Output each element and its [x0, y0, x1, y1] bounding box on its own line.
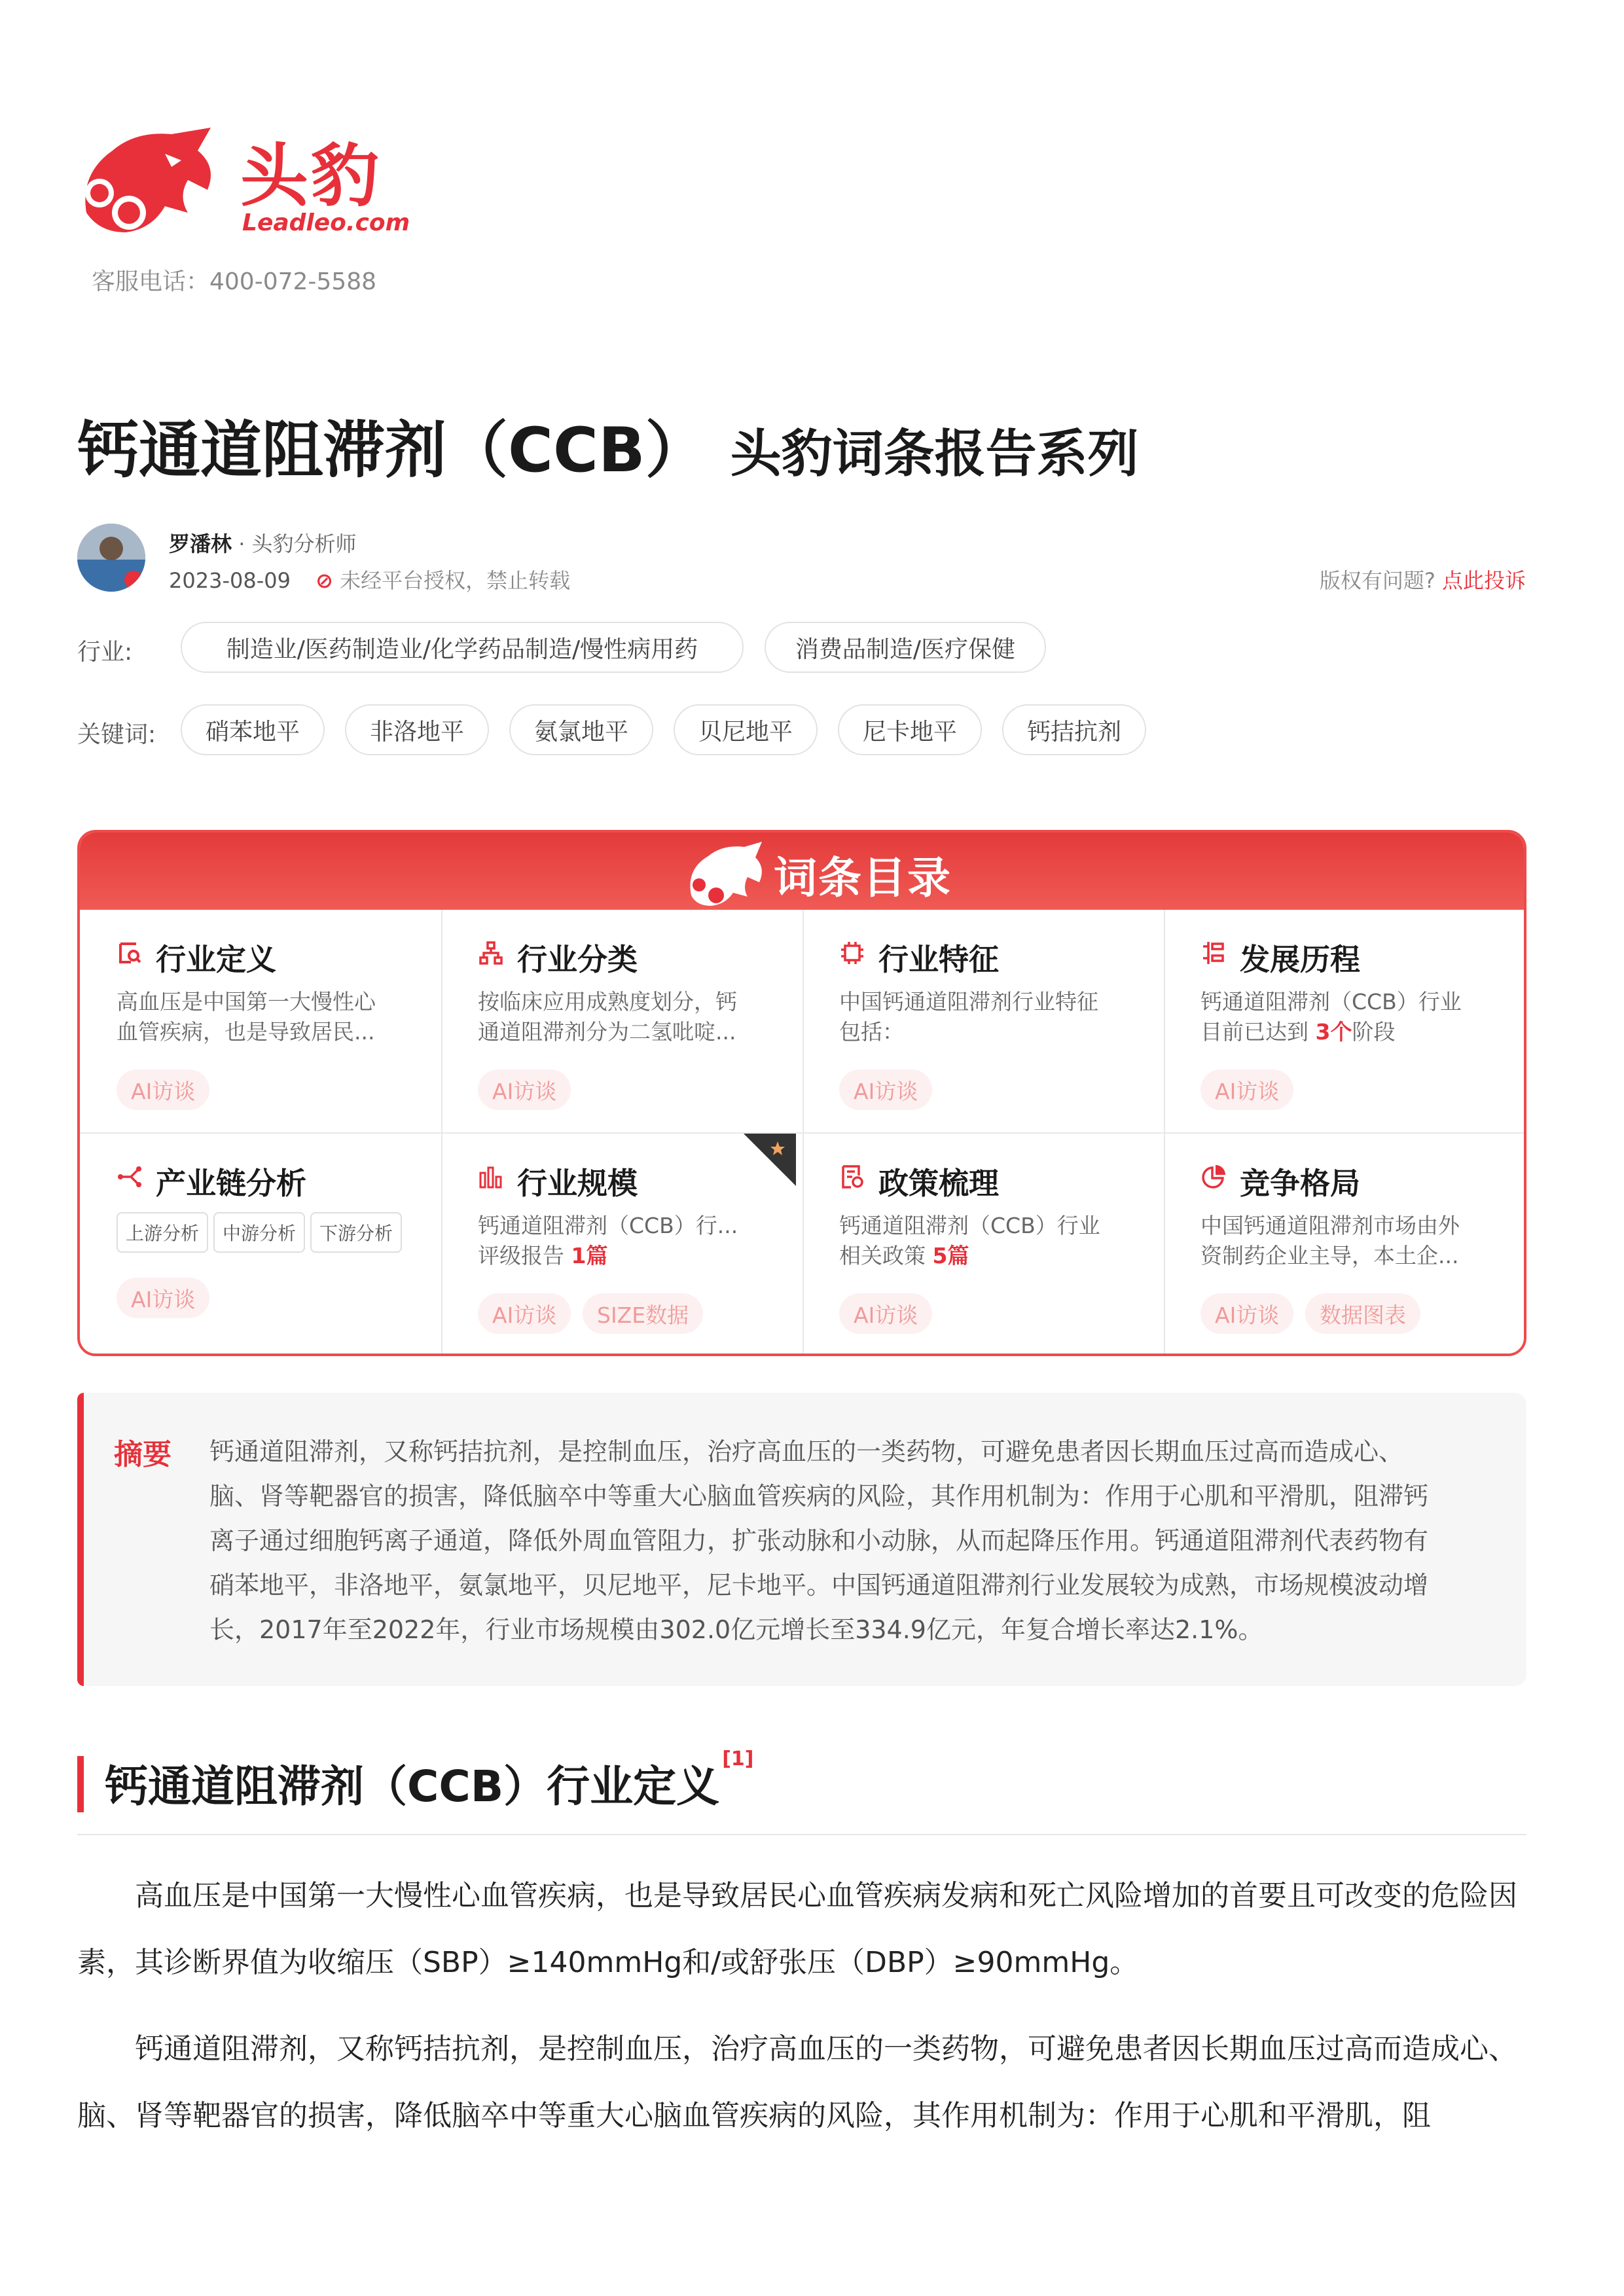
reprint-notice-text: 未经平台授权，禁止转载: [340, 568, 571, 593]
cell-title: 产业链分析: [156, 1166, 306, 1201]
report-count: 1篇: [571, 1243, 608, 1268]
desc-line: 中国钙通道阻滞剂市场由外: [1200, 1213, 1460, 1238]
keywords-label: 关键词:: [77, 721, 156, 748]
copyright-line: [1320, 564, 1526, 594]
publish-date: 2023-08-09: [169, 568, 291, 593]
toc-cell-features[interactable]: [803, 910, 1164, 1132]
toc-cell-policy[interactable]: [803, 1134, 1164, 1356]
section-title-text: 钙通道阻滞剂（CCB）行业定义: [105, 1761, 720, 1812]
author-name[interactable]: 罗潘林: [169, 531, 232, 556]
summary-label: 摘要: [114, 1438, 171, 1471]
chip-icon: [839, 940, 865, 966]
toc-cell-history[interactable]: [1164, 910, 1525, 1132]
keyword-tag[interactable]: 氨氯地平: [509, 704, 653, 755]
desc-line: 通道阻滞剂分为二氢吡啶...: [478, 1019, 736, 1045]
desc-line: 目前已达到: [1200, 1019, 1316, 1045]
avatar-photo-icon: [77, 524, 145, 592]
ai-interview-chip[interactable]: AI访谈: [839, 1293, 932, 1334]
stage-count: 3个: [1315, 1019, 1352, 1045]
toc-cell-definition[interactable]: [80, 910, 441, 1132]
timeline-icon: [1200, 940, 1227, 966]
cell-title: 行业特征: [878, 942, 999, 977]
cell-desc: [478, 987, 766, 1047]
toc-card: [77, 830, 1526, 1356]
summary-line: 离子通过细胞钙离子通道，降低外周血管阻力，扩张动脉和小动脉，从而起降压作用。钙通道阻滞剂代表药物有: [209, 1526, 1429, 1555]
brand-logo[interactable]: [73, 115, 410, 245]
desc-line: 高血压是中国第一大慢性心: [117, 989, 376, 1014]
author-info: [169, 528, 357, 558]
cell-title: 行业分类: [517, 942, 638, 977]
ai-interview-chip[interactable]: AI访谈: [478, 1069, 571, 1110]
summary-line: 长，2017年至2022年，行业市场规模由302.0亿元增长至334.9亿元，年复合增长率达2.1%。: [209, 1615, 1263, 1644]
copyright-question: 版权有问题?: [1319, 568, 1435, 593]
desc-line: 包括：: [839, 1019, 904, 1045]
midstream-analysis-chip[interactable]: 中游分析: [213, 1212, 305, 1253]
body-paragraph: 钙通道阻滞剂，又称钙拮抗剂，是控制血压，治疗高血压的一类药物，可避免患者因长期血压过高而造成心、脑、肾等靶器官的损害，降低脑卒中等重大心脑血管疾病的风险，其作用机制为：作用于心肌和平滑肌，阻: [77, 2032, 1517, 2132]
section-title: [105, 1748, 754, 1814]
toc-cell-market-size[interactable]: [441, 1134, 803, 1356]
pie-chart-icon: [1200, 1164, 1227, 1190]
desc-line: 血管疾病，也是导致居民...: [117, 1019, 375, 1045]
cell-title: 行业规模: [517, 1166, 638, 1201]
data-chart-chip[interactable]: 数据图表: [1305, 1293, 1420, 1334]
summary-line: 硝苯地平，非洛地平，氨氯地平，贝尼地平，尼卡地平。中国钙通道阻滞剂行业发展较为成熟，市场规模波动增: [209, 1571, 1429, 1600]
toc-cell-competition[interactable]: [1164, 1134, 1525, 1356]
desc-line: 评级报告: [478, 1243, 571, 1268]
desc-line: 中国钙通道阻滞剂行业特征: [839, 989, 1098, 1014]
footnote-ref[interactable]: [1]: [722, 1748, 754, 1770]
leopard-logo-icon: [73, 115, 224, 245]
service-hotline: 客服电话：400-072-5588: [92, 268, 377, 295]
body-paragraph: 高血压是中国第一大慢性心血管疾病，也是导致居民心血管疾病发病和死亡风险增加的首要且可改变的危险因素，其诊断界值为收缩压（SBP）≥140mmHg和/或舒张压（DBP）≥90mmHg。: [77, 1879, 1517, 1979]
leopard-mark-icon: [682, 836, 767, 908]
search-doc-icon: [117, 940, 143, 966]
summary-line: 钙通道阻滞剂，又称钙拮抗剂，是控制血压，治疗高血压的一类药物，可避免患者因长期血压过高而造成心、: [209, 1437, 1404, 1466]
keyword-tag[interactable]: 钙拮抗剂: [1002, 704, 1146, 755]
downstream-analysis-chip[interactable]: 下游分析: [310, 1212, 402, 1253]
cell-title: 政策梳理: [878, 1166, 999, 1201]
policy-count: 5篇: [932, 1243, 969, 1268]
summary-box: [77, 1393, 1526, 1686]
section-accent-bar: [77, 1756, 84, 1812]
hierarchy-icon: [478, 940, 504, 966]
cell-desc: [839, 987, 1127, 1047]
toc-cell-industry-chain[interactable]: [80, 1134, 441, 1356]
keyword-tag[interactable]: 贝尼地平: [674, 704, 818, 755]
title-main: 钙通道阻滞剂（CCB）: [77, 415, 707, 486]
brand-name-cn: 头豹: [240, 136, 382, 216]
bar-chart-icon: [478, 1164, 504, 1190]
ai-interview-chip[interactable]: AI访谈: [1200, 1293, 1293, 1334]
ai-interview-chip[interactable]: AI访谈: [839, 1069, 932, 1110]
reprint-notice: [316, 568, 570, 593]
desc-line: 按临床应用成熟度划分，钙: [478, 989, 737, 1014]
cell-title: 行业定义: [156, 942, 276, 977]
cell-title: 竞争格局: [1240, 1166, 1360, 1201]
page-title: [77, 401, 1139, 489]
policy-doc-icon: [839, 1164, 865, 1190]
author-role: · 头豹分析师: [238, 531, 357, 556]
cell-desc: [117, 987, 405, 1047]
ai-interview-chip[interactable]: AI访谈: [117, 1069, 209, 1110]
cell-desc: [478, 1211, 766, 1271]
desc-line: 钙通道阻滞剂（CCB）行业: [1200, 989, 1462, 1014]
cell-desc: [839, 1211, 1127, 1271]
desc-line: 钙通道阻滞剂（CCB）行业: [839, 1213, 1100, 1238]
toc-title: 词条目录: [774, 853, 952, 903]
ai-interview-chip[interactable]: AI访谈: [1200, 1069, 1293, 1110]
summary-accent-bar: [77, 1393, 84, 1686]
summary-text: [209, 1429, 1486, 1652]
industry-label: 行业:: [77, 639, 133, 666]
chain-icon: [117, 1164, 143, 1190]
complaint-link[interactable]: 点此投诉: [1441, 568, 1526, 593]
keyword-tag[interactable]: 硝苯地平: [181, 704, 325, 755]
no-entry-icon: ⊘: [316, 568, 333, 593]
desc-line: 钙通道阻滞剂（CCB）行...: [478, 1213, 738, 1238]
desc-line: 资制药企业主导，本土企...: [1200, 1243, 1459, 1268]
industry-tag[interactable]: 制造业/医药制造业/化学药品制造/慢性病用药: [181, 622, 744, 673]
star-badge-icon: [744, 1134, 796, 1186]
ai-interview-chip[interactable]: AI访谈: [478, 1293, 571, 1334]
avatar[interactable]: [77, 524, 145, 592]
cell-desc: [1200, 987, 1489, 1047]
summary-line: 脑、肾等靶器官的损害，降低脑卒中等重大心脑血管疾病的风险，其作用机制为：作用于心肌和平滑肌，阻滞钙: [209, 1482, 1429, 1511]
keyword-tag[interactable]: 尼卡地平: [838, 704, 982, 755]
brand-name-en: Leadleo.com: [242, 209, 410, 236]
cell-title: 发展历程: [1240, 942, 1360, 977]
toc-header: [80, 833, 1524, 910]
date-line: [169, 564, 570, 594]
cell-desc: [1200, 1211, 1489, 1271]
desc-line: 阶段: [1352, 1019, 1396, 1045]
section-divider: [77, 1834, 1526, 1835]
title-sub: 头豹词条报告系列: [730, 425, 1139, 484]
upstream-analysis-chip[interactable]: 上游分析: [117, 1212, 208, 1253]
size-data-chip[interactable]: SIZE数据: [583, 1293, 703, 1334]
industry-tag[interactable]: 消费品制造/医疗保健: [765, 622, 1046, 673]
ai-interview-chip[interactable]: AI访谈: [117, 1278, 209, 1318]
keyword-tag[interactable]: 非洛地平: [345, 704, 489, 755]
desc-line: 相关政策: [839, 1243, 933, 1268]
toc-cell-classification[interactable]: [441, 910, 803, 1132]
